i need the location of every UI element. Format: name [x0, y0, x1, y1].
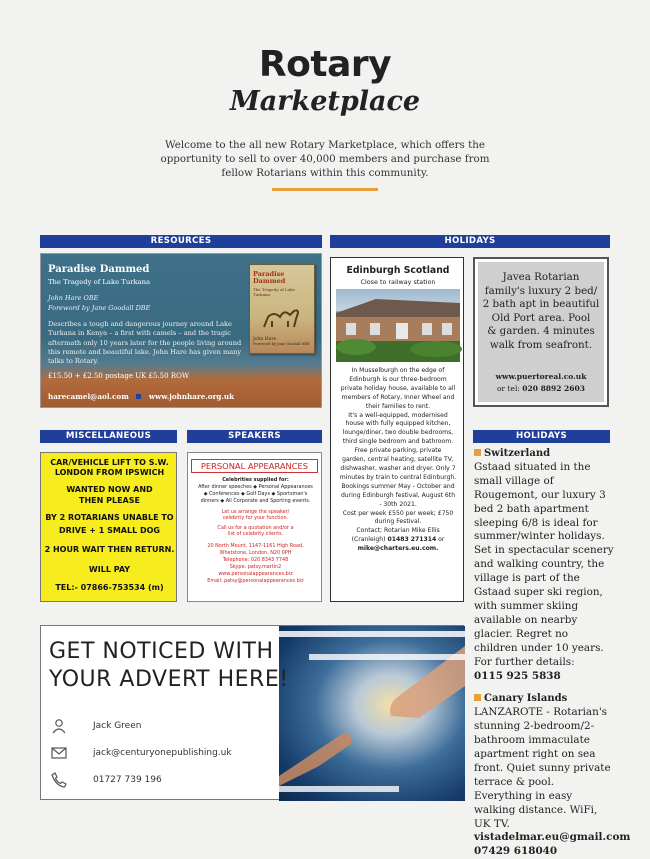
section-miscellaneous: MISCELLANEOUS — [40, 430, 177, 443]
book-ad-foreword: Foreword by Jane Goodall DBE — [48, 304, 151, 312]
phone-icon — [51, 772, 67, 788]
edinburgh-phone[interactable]: 01483 271314 — [387, 536, 437, 544]
switzerland-phone[interactable]: 0115 925 5838 — [474, 669, 561, 682]
speakers-services: ◆ Conferences ◆ Golf Days ◆ Sportsman's — [203, 491, 308, 497]
book-ad-website[interactable]: www.johnhare.org.uk — [148, 392, 235, 401]
holidays-right-column — [474, 447, 631, 859]
book-cover-title: Paradise Dammed — [253, 270, 286, 285]
speakers-services: dinners ◆ All Corporate and Sporting events. — [200, 498, 311, 504]
misc-line: 2 HOUR WAIT THEN RETURN. — [44, 545, 175, 554]
misc-line: BY 2 ROTARIANS UNABLE TO — [45, 513, 174, 522]
book-ad-title: Paradise Dammed — [48, 264, 150, 275]
person-icon — [51, 718, 67, 734]
speakers-cta: Let us arrange the speaker/ — [221, 509, 290, 515]
book-ad-subtitle: The Tragedy of Lake Turkana — [48, 278, 151, 286]
javea-website[interactable]: www.puertoreal.co.uk — [495, 372, 587, 381]
book-ad-contact — [48, 392, 234, 401]
speakers-phone[interactable]: Telephone: 020 8343 7748 — [222, 557, 289, 563]
speakers-email[interactable]: Email: patsy@personalappearances.biz — [207, 578, 304, 584]
edinburgh-email[interactable]: mike@charters.eu.com. — [357, 545, 439, 553]
camel-icon — [260, 303, 306, 333]
speakers-address: 20 North Mount, 1147-1161 High Road, — [207, 543, 304, 549]
speakers-cta: celebrity for your function. — [222, 515, 289, 521]
misc-line: CAR/VEHICLE LIFT TO S.W. — [50, 458, 169, 467]
book-cover-image — [249, 264, 315, 354]
book-ad-author: John Hare OBE — [48, 294, 99, 302]
javea-description: Javea Rotarian family's luxury 2 bed/ 2 bath apt in beautiful Old Port area. Pool & garden. 4 minutes walk from seafront. — [482, 271, 600, 351]
misc-ad — [40, 452, 177, 602]
speakers-cta: list of celebrity clients. — [227, 531, 284, 537]
page-title: Rotary — [258, 44, 392, 85]
misc-line: LONDON FROM IPSWICH — [54, 468, 165, 477]
javea-phone: or tel: 020 8892 2603 — [497, 384, 585, 393]
resources-ad — [40, 253, 322, 408]
book-ad-description: Describes a tough and dangerous journey around Lake Turkana in Kenya – a first with camels – and the tragic aftermath only 10 years later for the people living around this remote and beautiful lake. John Hare has given many talks to Rotary. — [48, 320, 242, 366]
edinburgh-ad — [330, 257, 464, 602]
javea-panel — [478, 262, 604, 402]
book-ad-email[interactable]: harecamel@aol.com — [48, 392, 129, 401]
section-resources: RESOURCES — [40, 235, 322, 248]
canary-heading: Canary Islands — [474, 692, 614, 706]
book-cover-author: John Hare Foreword by Jane Goodall DBE — [253, 337, 310, 346]
javea-ad — [473, 257, 609, 407]
edinburgh-description: In Musselburgh on the edge of Edinburgh is our three-bedroom private holiday house, available to all members of Rotary, Inner Wheel and their families to rent. It's a well-equipped, modernised house with fully equipped kitchen, lounge/diner, two double bedrooms, third single bedroom and bathroom. Free private parking, private garden, central heating, satellite TV, dishwasher, washer and dryer. Only 7 minutes by train to central Edinburgh. Bookings summer May - October and during Edinburgh festival, August 6th - 30th 2021. Cost per week £550 per week; £750 during Festival. Contact; Rotarian Mike Ellis (Cranleigh) 01483 271314 or mike@charters.eu.com. — [335, 367, 461, 554]
hands-illustration — [279, 626, 465, 801]
separator-square — [136, 394, 141, 399]
speakers-website[interactable]: www.personalappearances.biz — [218, 571, 293, 577]
section-holidays-right: HOLIDAYS — [473, 430, 610, 443]
canary-phone[interactable]: 07429 618040 — [474, 845, 558, 858]
switzerland-heading: Switzerland — [474, 447, 614, 461]
speakers-address: Whetstone, London, N20 0PH — [219, 550, 292, 556]
speakers-skype[interactable]: Skype: patsy.martin2 — [229, 564, 282, 570]
intro-text: Welcome to the all new Rotary Marketplace, which offers the opportunity to sell to over 40,000 members and purchase from fellow Rotarians within this community. — [160, 139, 490, 179]
misc-line: DRIVE + 1 SMALL DOG — [59, 526, 160, 535]
bullet-square — [474, 449, 481, 456]
edinburgh-title: Edinburgh Scotland — [346, 265, 450, 276]
speakers-services: After dinner speeches ◆ Personal Appearances — [198, 484, 313, 490]
speakers-cta: Call us for a quotation and/or a — [217, 525, 294, 531]
switzerland-body: Gstaad situated in the small village of Rougemont, our luxury 3 bed 2 bath apartment sleeping 6/8 is ideal for summer/winter holidays. Set in spectacular scenery and walking country, the village is part of the Gstaad super ski region, with summer skiing available on nearby glacier. Regret no children under 10 years. For further details: — [474, 460, 614, 668]
bullet-square — [474, 694, 481, 701]
page-subtitle: Marketplace — [229, 86, 421, 117]
book-cover-subtitle: The Tragedy of Lake Turkana — [253, 287, 295, 297]
edinburgh-subtitle: Close to railway station — [360, 278, 436, 286]
house-photo — [336, 289, 460, 362]
speakers-supplied: Celebrities supplied for: — [222, 477, 289, 483]
speakers-ad — [187, 452, 322, 602]
reaching-hands-image — [279, 626, 465, 801]
canary-body: LANZAROTE - Rotarian's stunning 2-bedroom/2-bathroom immaculate apartment right on sea front. Quiet sunny private terrace & pool. Everything in easy walking distance. WiFi, UK TV. — [474, 706, 611, 830]
intro-divider — [272, 188, 378, 191]
misc-line: THEN PLEASE — [79, 496, 140, 505]
section-holidays-top: HOLIDAYS — [330, 235, 610, 248]
misc-line: WANTED NOW AND — [66, 485, 153, 494]
section-speakers: SPEAKERS — [187, 430, 322, 443]
house-illustration — [336, 289, 460, 362]
envelope-icon — [51, 745, 67, 761]
misc-line: WILL PAY — [88, 565, 131, 574]
book-ad-price: £15.50 + £2.50 postage UK £5.50 ROW — [48, 372, 190, 380]
speakers-heading: PERSONAL APPEARANCES — [191, 459, 318, 473]
advertise-here-ad: GET NOTICED WITH YOUR ADVERT HERE! Jack Green jack@centuryonepublishing.uk 01727 739 196 — [40, 625, 464, 800]
misc-phone: TEL:- 07866-753534 (m) — [55, 583, 164, 592]
canary-email[interactable]: vistadelmar.eu@gmail.com — [474, 831, 631, 844]
advert-headline: GET NOTICED WITH YOUR ADVERT HERE! — [49, 639, 289, 692]
